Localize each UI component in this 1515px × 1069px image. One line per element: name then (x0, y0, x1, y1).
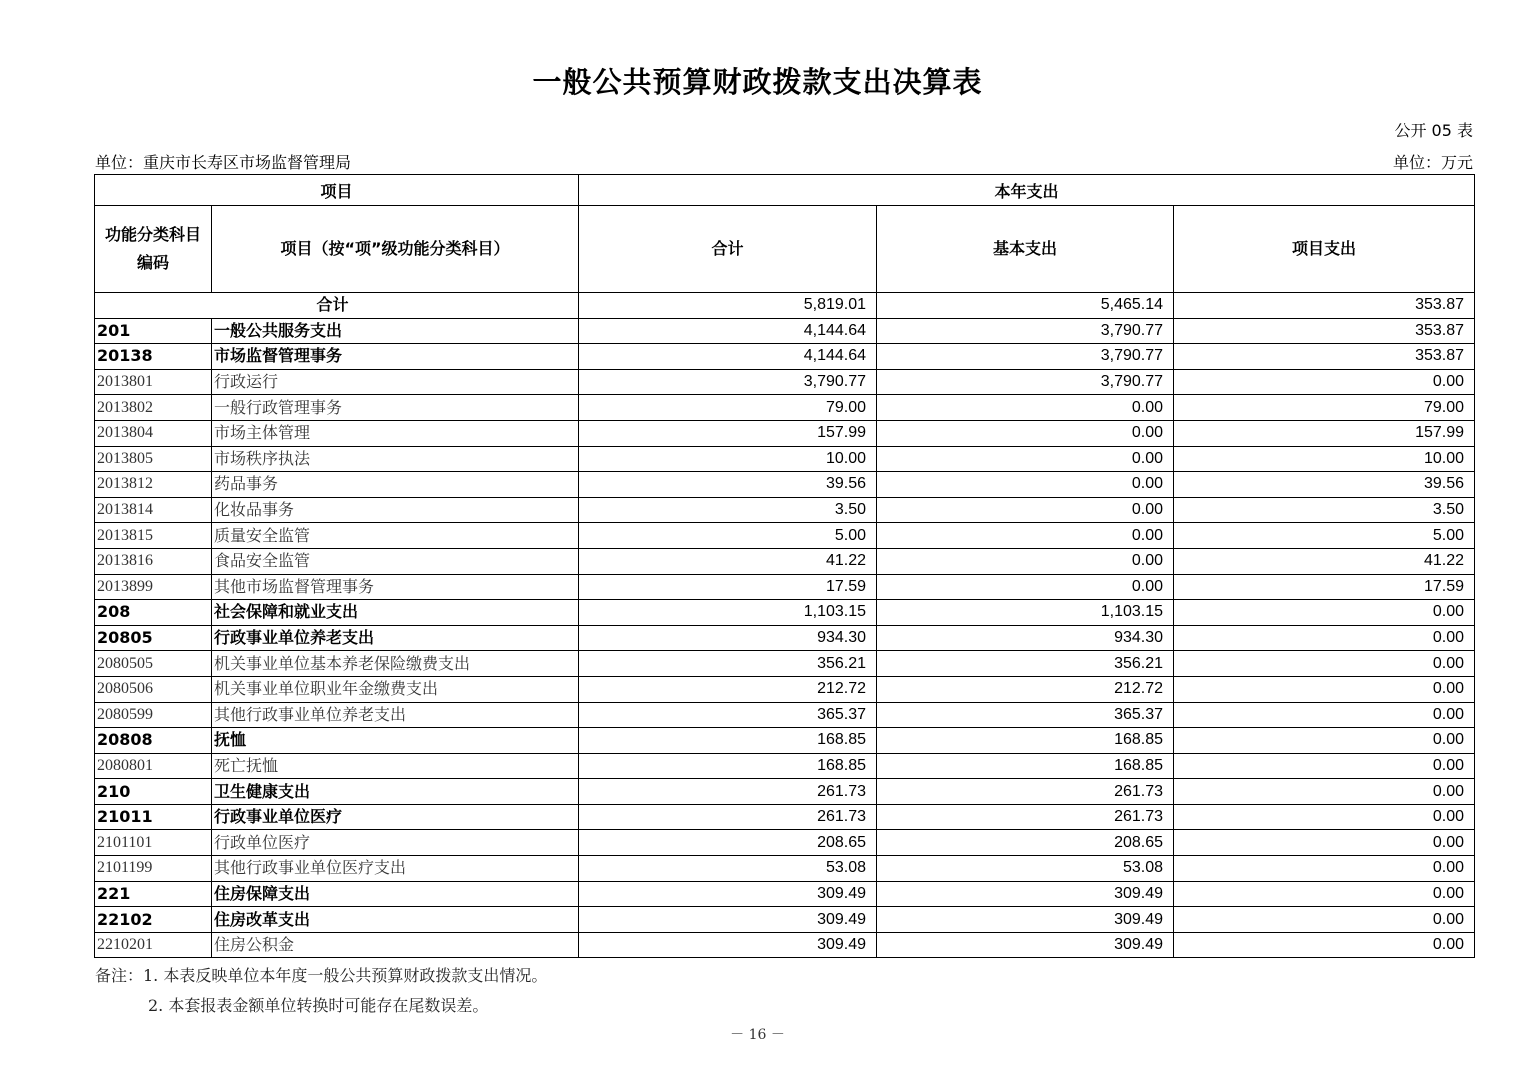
row-code: 2101199 (95, 856, 212, 882)
row-basic: 168.85 (877, 728, 1174, 754)
table-row (95, 728, 1475, 754)
row-name: 质量安全监管 (212, 523, 579, 549)
row-basic: 212.72 (877, 676, 1174, 702)
table-row (95, 395, 1475, 421)
row-basic: 309.49 (877, 932, 1174, 958)
row-basic: 0.00 (877, 523, 1174, 549)
row-project: 0.00 (1174, 753, 1475, 779)
table-row (95, 548, 1475, 574)
row-total: 309.49 (579, 907, 877, 933)
header-row-1 (95, 175, 1475, 206)
row-total: 168.85 (579, 753, 877, 779)
row-project: 353.87 (1174, 318, 1475, 344)
row-name: 市场主体管理 (212, 420, 579, 446)
row-project: 157.99 (1174, 420, 1475, 446)
row-basic: 3,790.77 (877, 344, 1174, 370)
table-row (95, 676, 1475, 702)
table-row (95, 369, 1475, 395)
row-name: 药品事务 (212, 472, 579, 498)
row-project: 0.00 (1174, 907, 1475, 933)
row-code: 2013815 (95, 523, 212, 549)
row-code: 21011 (95, 804, 212, 830)
row-code: 2080599 (95, 702, 212, 728)
row-basic: 1,103.15 (877, 600, 1174, 626)
row-project: 0.00 (1174, 830, 1475, 856)
row-project: 353.87 (1174, 344, 1475, 370)
row-total: 208.65 (579, 830, 877, 856)
row-basic: 208.65 (877, 830, 1174, 856)
row-name: 食品安全监管 (212, 548, 579, 574)
row-code: 2080505 (95, 651, 212, 677)
table-row (95, 881, 1475, 907)
row-code: 208 (95, 600, 212, 626)
row-project: 41.22 (1174, 548, 1475, 574)
row-total: 261.73 (579, 779, 877, 805)
table-row (95, 753, 1475, 779)
header-project: 项目 (95, 175, 579, 206)
row-name: 机关事业单位职业年金缴费支出 (212, 676, 579, 702)
row-project: 0.00 (1174, 625, 1475, 651)
row-total: 3,790.77 (579, 369, 877, 395)
row-total: 17.59 (579, 574, 877, 600)
row-basic: 168.85 (877, 753, 1174, 779)
header-current-year: 本年支出 (579, 175, 1475, 206)
row-code: 20805 (95, 625, 212, 651)
row-name: 机关事业单位基本养老保险缴费支出 (212, 651, 579, 677)
row-total: 1,103.15 (579, 600, 877, 626)
table-row (95, 625, 1475, 651)
table-row (95, 600, 1475, 626)
row-project: 5.00 (1174, 523, 1475, 549)
table-row (95, 574, 1475, 600)
row-name: 其他行政事业单位养老支出 (212, 702, 579, 728)
row-project: 0.00 (1174, 881, 1475, 907)
table-row (95, 907, 1475, 933)
row-basic: 934.30 (877, 625, 1174, 651)
row-name: 市场秩序执法 (212, 446, 579, 472)
row-total: 4,144.64 (579, 318, 877, 344)
table-row (95, 651, 1475, 677)
row-project: 0.00 (1174, 600, 1475, 626)
table-row (95, 779, 1475, 805)
row-name: 一般公共服务支出 (212, 318, 579, 344)
row-code: 2013814 (95, 497, 212, 523)
total-project: 353.87 (1174, 293, 1475, 319)
row-basic: 53.08 (877, 856, 1174, 882)
row-basic: 261.73 (877, 779, 1174, 805)
expenditure-table (94, 174, 1475, 958)
row-basic: 0.00 (877, 574, 1174, 600)
header-item-name: 项目（按“项”级功能分类科目） (212, 206, 579, 293)
header-code: 功能分类科目编码 (95, 206, 212, 293)
row-name: 其他市场监督管理事务 (212, 574, 579, 600)
row-total: 365.37 (579, 702, 877, 728)
row-basic: 0.00 (877, 472, 1174, 498)
header-basic: 基本支出 (877, 206, 1174, 293)
table-row (95, 446, 1475, 472)
row-project: 0.00 (1174, 779, 1475, 805)
row-name: 社会保障和就业支出 (212, 600, 579, 626)
row-total: 212.72 (579, 676, 877, 702)
row-project: 3.50 (1174, 497, 1475, 523)
row-code: 20138 (95, 344, 212, 370)
table-row (95, 420, 1475, 446)
row-project: 39.56 (1174, 472, 1475, 498)
row-total: 934.30 (579, 625, 877, 651)
note-2: 2. 本套报表金额单位转换时可能存在尾数误差。 (148, 996, 489, 1015)
page-number: － 16 － (730, 1027, 785, 1043)
table-row (95, 932, 1475, 958)
header-row-2 (95, 206, 1475, 293)
row-name: 住房改革支出 (212, 907, 579, 933)
row-total: 4,144.64 (579, 344, 877, 370)
table-row (95, 856, 1475, 882)
row-basic: 0.00 (877, 420, 1174, 446)
table-row (95, 318, 1475, 344)
row-total: 309.49 (579, 932, 877, 958)
row-code: 2210201 (95, 932, 212, 958)
row-project: 0.00 (1174, 651, 1475, 677)
total-row (95, 293, 1475, 319)
row-basic: 356.21 (877, 651, 1174, 677)
row-project: 0.00 (1174, 676, 1475, 702)
row-basic: 365.37 (877, 702, 1174, 728)
row-project: 0.00 (1174, 369, 1475, 395)
row-basic: 3,790.77 (877, 318, 1174, 344)
row-project: 10.00 (1174, 446, 1475, 472)
row-code: 2013801 (95, 369, 212, 395)
unit-currency: 单位：万元 (1392, 153, 1473, 172)
row-name: 一般行政管理事务 (212, 395, 579, 421)
header-project-expense: 项目支出 (1174, 206, 1475, 293)
row-basic: 0.00 (877, 446, 1174, 472)
row-project: 0.00 (1174, 856, 1475, 882)
row-project: 0.00 (1174, 804, 1475, 830)
table-row (95, 702, 1475, 728)
row-code: 22102 (95, 907, 212, 933)
row-total: 356.21 (579, 651, 877, 677)
table-row (95, 344, 1475, 370)
row-basic: 0.00 (877, 548, 1174, 574)
note-1: 备注：1. 本表反映单位本年度一般公共预算财政拨款支出情况。 (95, 966, 548, 985)
row-name: 其他行政事业单位医疗支出 (212, 856, 579, 882)
table-row (95, 830, 1475, 856)
row-code: 221 (95, 881, 212, 907)
row-basic: 261.73 (877, 804, 1174, 830)
row-project: 17.59 (1174, 574, 1475, 600)
row-code: 20808 (95, 728, 212, 754)
row-total: 79.00 (579, 395, 877, 421)
unit-organization: 单位：重庆市长寿区市场监督管理局 (95, 153, 352, 172)
table-row (95, 523, 1475, 549)
row-total: 10.00 (579, 446, 877, 472)
row-total: 3.50 (579, 497, 877, 523)
row-name: 行政单位医疗 (212, 830, 579, 856)
row-code: 210 (95, 779, 212, 805)
row-total: 309.49 (579, 881, 877, 907)
row-total: 39.56 (579, 472, 877, 498)
row-name: 抚恤 (212, 728, 579, 754)
row-name: 死亡抚恤 (212, 753, 579, 779)
row-code: 201 (95, 318, 212, 344)
row-code: 2013804 (95, 420, 212, 446)
row-total: 168.85 (579, 728, 877, 754)
row-basic: 309.49 (877, 881, 1174, 907)
row-name: 行政事业单位医疗 (212, 804, 579, 830)
row-name: 行政事业单位养老支出 (212, 625, 579, 651)
row-total: 41.22 (579, 548, 877, 574)
row-code: 2101101 (95, 830, 212, 856)
row-name: 住房保障支出 (212, 881, 579, 907)
row-total: 53.08 (579, 856, 877, 882)
row-name: 化妆品事务 (212, 497, 579, 523)
row-total: 261.73 (579, 804, 877, 830)
total-total: 5,819.01 (579, 293, 877, 319)
row-basic: 309.49 (877, 907, 1174, 933)
row-total: 5.00 (579, 523, 877, 549)
row-name: 住房公积金 (212, 932, 579, 958)
row-code: 2013899 (95, 574, 212, 600)
table-row (95, 497, 1475, 523)
row-code: 2013812 (95, 472, 212, 498)
row-name: 行政运行 (212, 369, 579, 395)
row-code: 2080506 (95, 676, 212, 702)
row-total: 157.99 (579, 420, 877, 446)
row-name: 卫生健康支出 (212, 779, 579, 805)
form-number: 公开 05 表 (1394, 121, 1473, 140)
row-project: 0.00 (1174, 702, 1475, 728)
row-project: 0.00 (1174, 932, 1475, 958)
total-basic: 5,465.14 (877, 293, 1174, 319)
row-basic: 0.00 (877, 395, 1174, 421)
row-code: 2013802 (95, 395, 212, 421)
table-row (95, 804, 1475, 830)
row-basic: 3,790.77 (877, 369, 1174, 395)
row-name: 市场监督管理事务 (212, 344, 579, 370)
row-project: 79.00 (1174, 395, 1475, 421)
page-title: 一般公共预算财政拨款支出决算表 (532, 65, 983, 99)
row-code: 2013805 (95, 446, 212, 472)
total-label: 合计 (95, 293, 579, 319)
row-project: 0.00 (1174, 728, 1475, 754)
row-basic: 0.00 (877, 497, 1174, 523)
row-code: 2013816 (95, 548, 212, 574)
header-total: 合计 (579, 206, 877, 293)
row-code: 2080801 (95, 753, 212, 779)
table-row (95, 472, 1475, 498)
